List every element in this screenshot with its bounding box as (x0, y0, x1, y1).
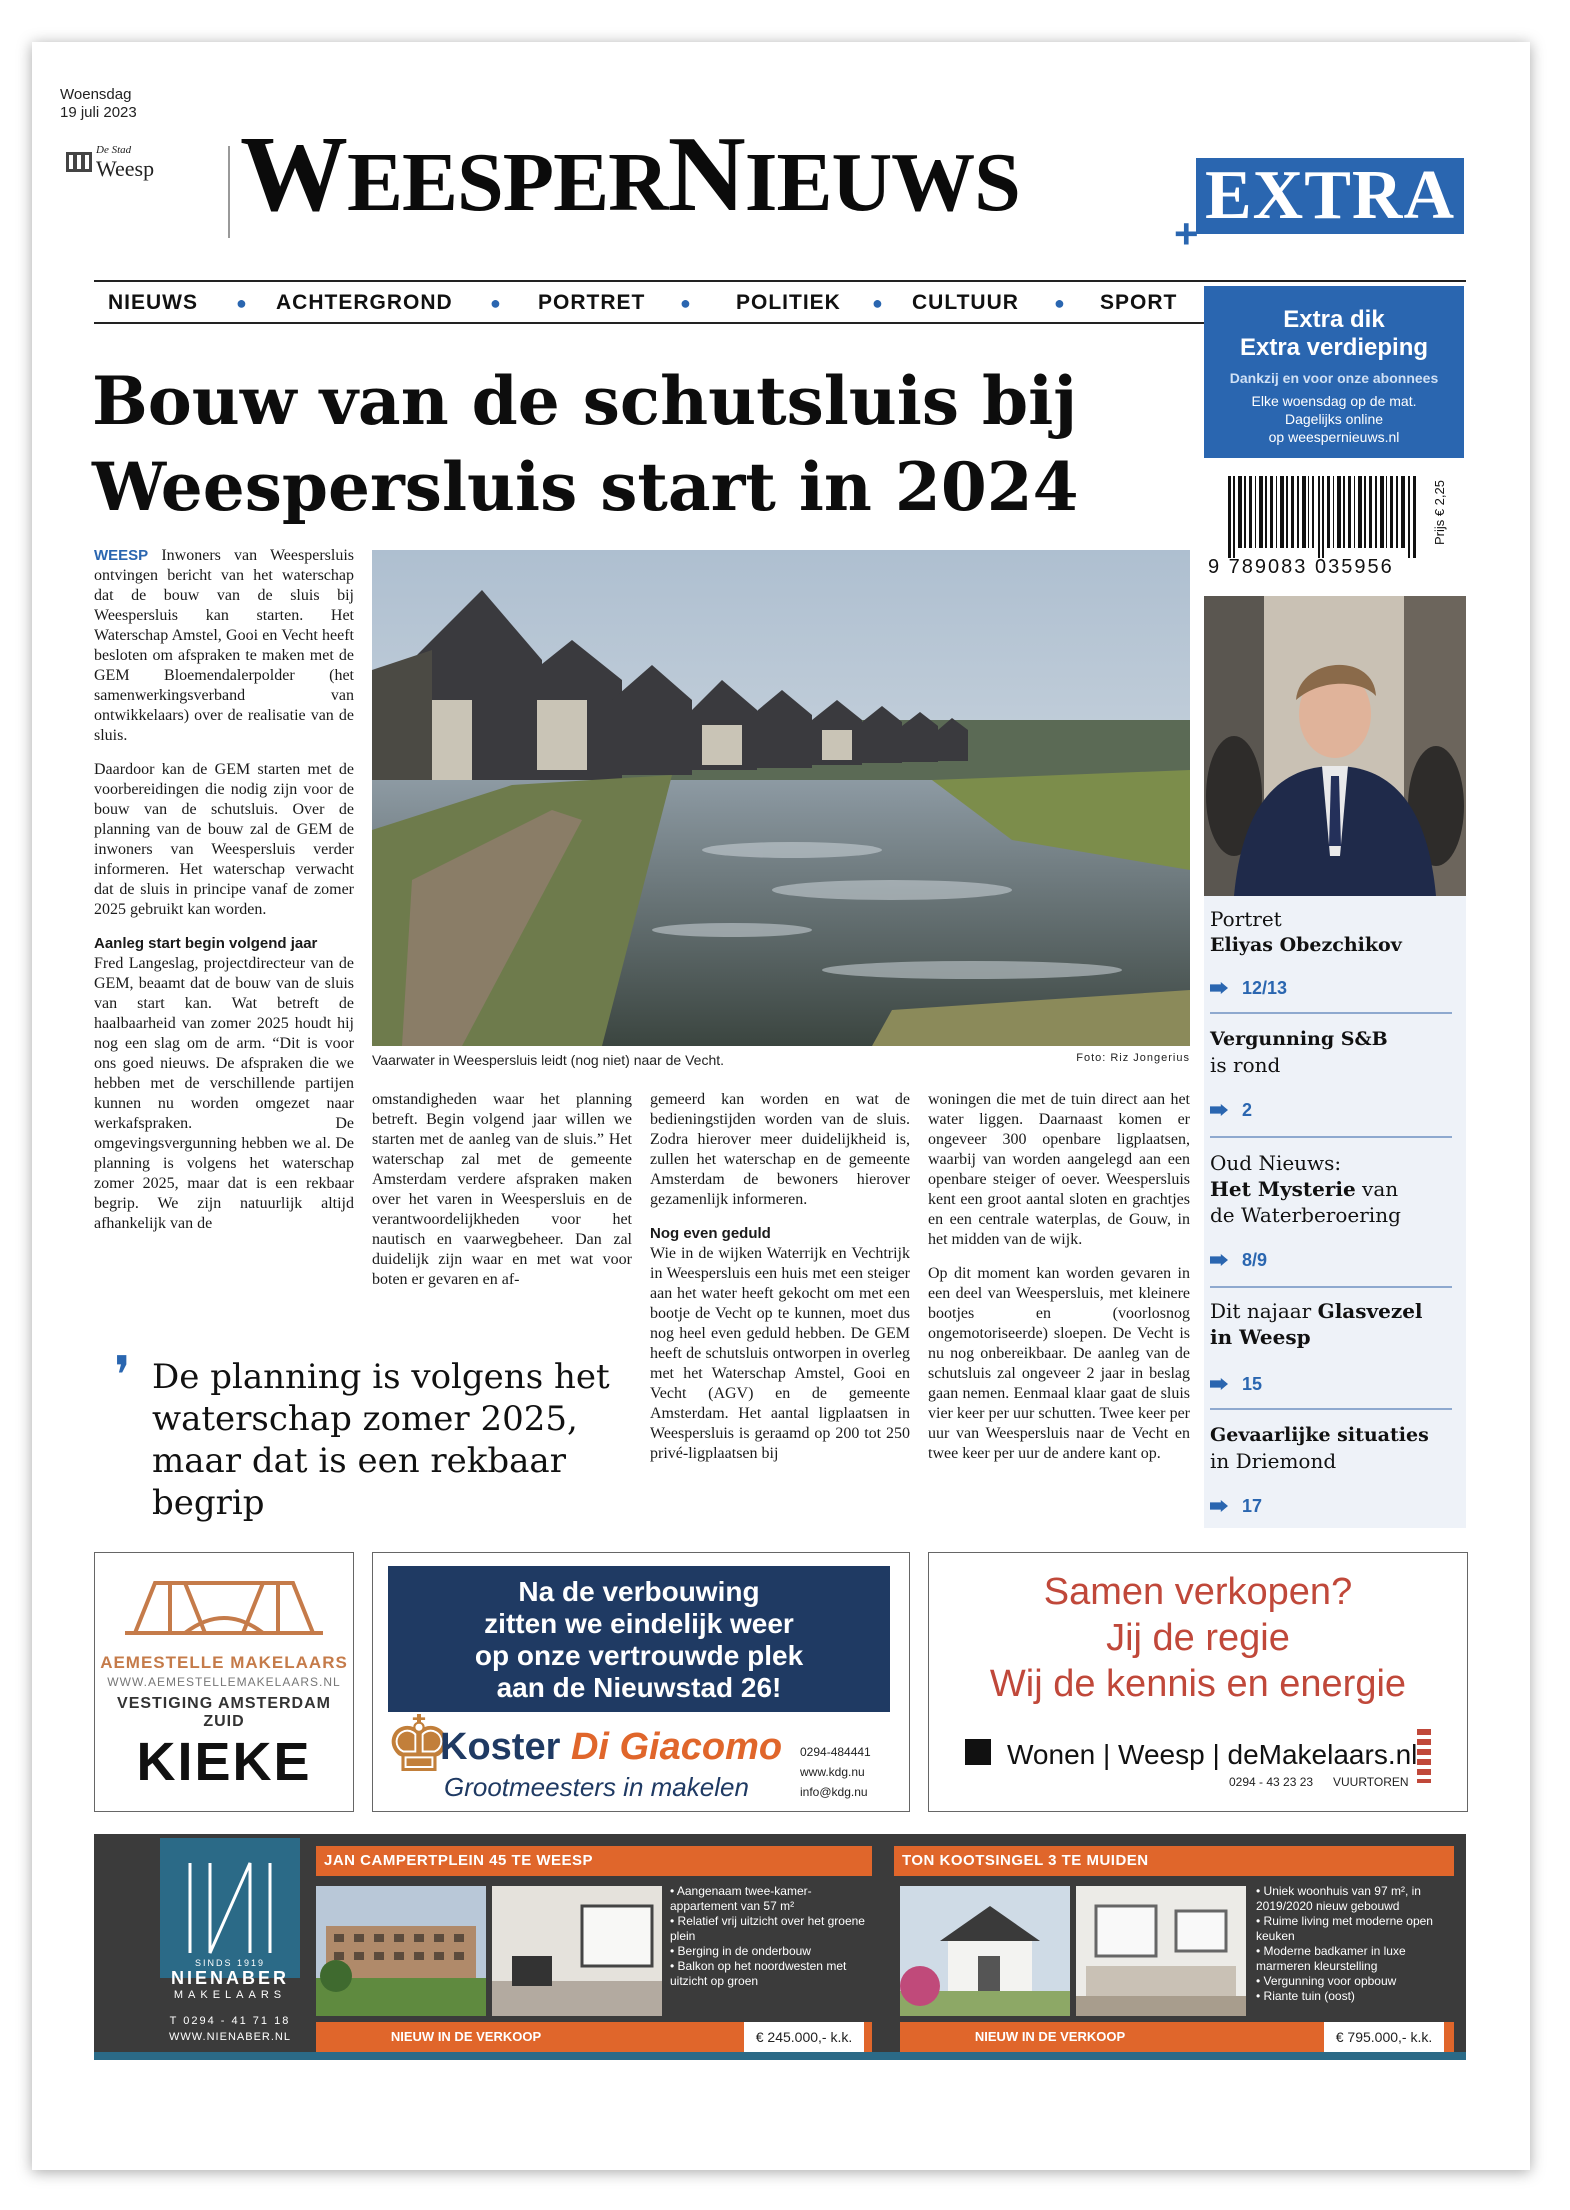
page-arrow-icon (1210, 1254, 1228, 1266)
headline-line-2: Weespersluis start in 2024 (92, 448, 1079, 526)
ad2-brand-2: Di Giacomo (570, 1726, 783, 1768)
sidebar-divider (1210, 1286, 1452, 1288)
nienaber-web: WWW.NIENABER.NL (169, 2031, 291, 2043)
chess-king-icon: ♚ (384, 1700, 454, 1790)
article-column-1 (94, 546, 354, 1248)
ad1-kieke: KIEKE (136, 1732, 312, 1792)
sb4-label: Dit najaar (1210, 1299, 1312, 1323)
top-rule (94, 280, 1466, 282)
sb1-page-num: 12/13 (1242, 978, 1288, 998)
sb2-page[interactable] (1210, 1100, 1252, 1121)
article-kicker: WEESP (94, 547, 149, 564)
photo-caption (372, 1052, 1190, 1068)
sidebar-item-oud-nieuws[interactable] (1210, 1150, 1460, 1228)
issue-date (60, 86, 137, 122)
barcode-icon (1228, 476, 1420, 558)
article-c3b: Wie in de wijken Waterrijk en Vechtrijk in Weespersluis een huis met een steiger aan het water heeft gekocht om met een bootje de Vecht op te kunnen, moet dus nog heel even geduld hebben. De GEM heeft de schutsluis ontworpen in overleg met het Waterschap Amstel, Gooi en Vecht (AGV) en de gemeente Amsterdam. Het aantal ligplaatsen in Weespersluis is geraamd op 200 tot 250 privé-ligplaatsen bij (650, 1245, 910, 1462)
page-arrow-icon (1210, 982, 1228, 994)
promo-line-3: Dankzij en voor onze abonnees (1229, 370, 1439, 386)
ad2-line-3: op onze vertrouwde plek (474, 1640, 804, 1671)
nienaber-text (150, 1958, 310, 2043)
sb5-title: Gevaarlijke situaties (1210, 1424, 1429, 1446)
sb4-sub: in Weesp (1210, 1325, 1311, 1349)
promo-line-6: op weespernieuws.nl (1268, 429, 1400, 445)
sidebar-divider (1210, 1012, 1452, 1014)
ad1-name: AEMESTELLE MAKELAARS (100, 1653, 348, 1672)
ad3-line-1: Samen verkopen? (1043, 1571, 1353, 1613)
listing-1-feature: • Berging in de onderbouw (670, 1944, 811, 1958)
nav-dot-icon: ● (1054, 293, 1066, 313)
title-w: W (240, 115, 347, 234)
listing-2-feature: • Ruime living met moderne open keuken (1256, 1914, 1433, 1943)
listing-2-label: NIEUW IN DE VERKOOP (974, 2029, 1126, 2044)
nienaber-sub: MAKELAARS (173, 1989, 287, 2001)
sb4-page[interactable] (1210, 1374, 1262, 1395)
sb3-sub: de Waterberoering (1210, 1203, 1401, 1227)
listing-2-price: € 795.000,- k.k. (1324, 2022, 1444, 2052)
sidebar-item-vergunning[interactable] (1210, 1026, 1460, 1078)
ad3-phone: 0294 - 43 23 23 (1229, 1775, 1314, 1789)
listing-1-footer (316, 2022, 872, 2052)
sb4-title: Glasvezel (1317, 1299, 1423, 1323)
nienaber-monogram-icon (160, 1838, 300, 1978)
page-arrow-icon (1210, 1500, 1228, 1512)
nav-dot-icon: ● (490, 293, 502, 313)
page-arrow-icon (1210, 1378, 1228, 1390)
nav-nieuws[interactable]: NIEUWS (108, 291, 198, 314)
article-column-2 (372, 1090, 632, 1304)
nav-dot-icon: ● (680, 293, 692, 313)
listing-1-feature: • Aangenaam twee-kamer-appartement van 57 m² (670, 1884, 812, 1913)
masthead-title (240, 115, 1020, 238)
article-c2: omstandigheden waar het planning betreft. Begin volgend jaar willen we starten met de aanleg van de sluis.” Het waterschap zal met de gemeente Amsterdam verdere afspraken maken over het varen in Weespersluis en de verantwoordelijkheden voor het nautisch en vaarwegbeheer. Dan zal duidelijk zijn waar en met wat voor boten er gevaren en af- (372, 1091, 632, 1288)
ad-aemestelle[interactable] (94, 1552, 354, 1812)
lighthouse-icon (1417, 1729, 1431, 1783)
nav-rule (94, 322, 1204, 324)
ad2-phone: 0294-484441 (800, 1745, 871, 1759)
sb3-page-num: 8/9 (1242, 1250, 1268, 1270)
ad2-message (388, 1566, 890, 1712)
banner-bottom-stripe (94, 2052, 1466, 2060)
ad1-branch: VESTIGING AMSTERDAM ZUID (117, 1695, 331, 1730)
issue-full-date: 19 juli 2023 (60, 104, 137, 121)
issue-day: Woensdag (60, 86, 132, 103)
ad-demakelaars[interactable] (928, 1552, 1468, 1812)
sb3-page[interactable] (1210, 1250, 1267, 1271)
listing-2-features (1256, 1884, 1460, 2004)
listing-1-features (670, 1884, 870, 1989)
stad-small: De Stad (96, 144, 132, 156)
subhead-1: Aanleg start begin volgend jaar (94, 935, 318, 952)
portrait-photo (1204, 596, 1466, 896)
sb4-page-num: 15 (1242, 1374, 1263, 1394)
caption-text: Vaarwater in Weespersluis leidt (nog niet) naar de Vecht. (372, 1052, 725, 1068)
listing-2-photo-a (900, 1886, 1070, 2016)
listing-1-feature: • Balkon op het noordwesten met uitzicht op groen (670, 1959, 847, 1988)
issue-price: Prijs € 2,25 (1432, 480, 1447, 546)
ad2-line-2: zitten we eindelijk weer (484, 1608, 794, 1639)
sb1-title: Eliyas Obezchikov (1210, 934, 1402, 956)
listing-1-price: € 245.000,- k.k. (744, 2022, 864, 2052)
sb3-van: van (1362, 1177, 1399, 1201)
city-crest-icon (64, 146, 94, 176)
ad2-brand-1: Koster (440, 1726, 561, 1768)
article-c3a: gemeerd kan worden en wat de bedieningstijden worden van de sluis. Zodra hierover meer duidelijkheid is, zullen het waterschap en de gemeente Amsterdam de bewoners hierover gezamenlijk informeren. (650, 1091, 910, 1208)
listing-2-header (894, 1846, 1454, 1876)
article-c4b: Op dit moment kan worden gevaren in een deel van Weespersluis, met kleinere bootjes en (voorlosnog ongemotoriseerde) sloepen. De Vecht is nu nog onbereikbaar. De aanleg van de schutsluis zal ongeveer 2 jaar in beslag gaan nemen. Eenmaal klaar gaat de sluis vier keer per uur schutten. Twee keer per uur van Weespersluis naar de Vecht en twee keer per uur de andere kant op. (928, 1265, 1190, 1462)
nav-sport[interactable]: SPORT (1100, 291, 1178, 314)
nav-politiek[interactable]: POLITIEK (736, 291, 841, 314)
pull-quote: De planning is volgens het waterschap zomer 2025, maar dat is een rekbaar begrip (152, 1357, 610, 1523)
extra-badge: EXTRA (1196, 158, 1464, 234)
sidebar-item-portret[interactable] (1210, 906, 1460, 958)
title-ieuws: IEUWS (744, 136, 1020, 229)
ad2-contact (800, 1742, 871, 1802)
title-eesper: EESPER (347, 136, 668, 229)
sb3-label: Oud Nieuws: (1210, 1151, 1342, 1175)
subscriber-promo (1204, 286, 1464, 458)
ad3-line-3: Wij de kennis en energie (989, 1663, 1407, 1705)
ad2-brand (440, 1726, 782, 1769)
promo-line-2: Extra verdieping (1239, 334, 1429, 361)
article-column-3 (650, 1090, 910, 1478)
sb2-sub: is rond (1210, 1053, 1281, 1077)
listing-1-title: JAN CAMPERTPLEIN 45 TE WEESP (324, 1852, 594, 1869)
listing-1-photo-b (492, 1886, 662, 2016)
promo-line-4: Elke woensdag op de mat. (1251, 393, 1417, 409)
sb5-page[interactable] (1210, 1496, 1262, 1517)
listing-2-feature: • Moderne badkamer in luxe marmeren kleurstelling (1256, 1944, 1406, 1973)
sb1-label: Portret (1210, 907, 1282, 931)
article-p3: Fred Langeslag, projectdirecteur van de GEM, beaamt dat de bouw van de sluis van start kan. Wat betreft de haalbaarheid van zomer 2025 houdt hij nog een slag om de arm. “Dit is voor ons goed nieuws. De afspraken die we hebben met de verschillende partijen kunnen nu worden omgezet naar werkafspraken. De omgevingsvergunning hebben we al. De planning is volgens het waterschap zomer 2025, maar dat is een rekbaar begrip. We zijn natuurlijk altijd afhankelijk van de (94, 955, 354, 1232)
nav-achtergrond[interactable]: ACHTERGROND (276, 291, 453, 314)
ad2-web: www.kdg.nu (800, 1765, 865, 1779)
sidebar-divider (1210, 1136, 1452, 1138)
page-arrow-icon (1210, 1104, 1228, 1116)
listing-2-photo-b (1076, 1886, 1246, 2016)
promo-line-1: Extra dik (1283, 306, 1385, 333)
masthead-divider (228, 146, 230, 238)
listing-1-header (316, 1846, 872, 1876)
listing-1-photo-a (316, 1886, 486, 2016)
nav-portret[interactable]: PORTRET (538, 291, 646, 314)
nienaber-since: SINDS 1919 (194, 1958, 266, 1968)
nav-dot-icon: ● (236, 293, 248, 313)
listing-2-feature: • Riante tuin (oost) (1256, 1989, 1355, 2003)
barcode-number: 9 789083 035956 (1208, 556, 1394, 578)
sidebar-divider (1210, 1408, 1452, 1410)
sb3-title: Het Mysterie (1210, 1177, 1356, 1201)
ad2-tagline: Grootmeesters in makelen (444, 1772, 749, 1802)
sb5-sub: in Driemond (1210, 1449, 1337, 1473)
ad2-line-1: Na de verbouwing (518, 1576, 760, 1607)
quote-mark-icon: ❜ (114, 1346, 131, 1406)
sidebar-item-glasvezel[interactable] (1210, 1298, 1460, 1350)
nav-cultuur[interactable]: CULTUUR (912, 291, 1019, 314)
sb1-page[interactable] (1210, 978, 1287, 999)
listing-2-feature: • Vergunning voor opbouw (1256, 1974, 1397, 1988)
sidebar-item-driemond[interactable] (1210, 1422, 1460, 1474)
article-column-4 (928, 1090, 1190, 1478)
sb2-page-num: 2 (1242, 1100, 1253, 1120)
sb5-page-num: 17 (1242, 1496, 1263, 1516)
subhead-2: Nog even geduld (650, 1225, 771, 1242)
listing-2-title: TON KOOTSINGEL 3 TE MUIDEN (902, 1852, 1149, 1869)
ad2-line-4: aan de Nieuwstad 26! (496, 1672, 782, 1703)
stad-big: Weesp (96, 156, 155, 181)
nienaber-logo (160, 1838, 300, 1978)
bridge-logo-icon (95, 1563, 353, 1653)
ad3-line-2: Jij de regie (1106, 1617, 1290, 1659)
listing-1-label: NIEUW IN DE VERKOOP (390, 2029, 542, 2044)
ad1-web: WWW.AEMESTELLEMAKELAARS.NL (107, 1675, 341, 1689)
nienaber-name: NIENABER (170, 1968, 289, 1988)
sb2-title: Vergunning S&B (1210, 1028, 1388, 1050)
article-c4a: woningen die met de tuin direct aan het water liggen. Daarnaast komen er ongeveer 300 openbare ligplaatsen, waarbij van worden aangelegd aan een openbare steiger of oever. Weespersluis kent een groot aantal sloten en grachtjes en een centrale waterplas, de Gouw, in het midden van de wijk. (928, 1091, 1190, 1248)
plus-icon: + (1174, 210, 1199, 257)
listing-2-footer (900, 2022, 1454, 2052)
article-p2: Daardoor kan de GEM starten met de voorbereidingen die nodig zijn voor de bouw van de schutsluis. Over de planning van de bouw zal de GEM de inwoners van Weespersluis verder informeren. Het waterschap verwacht dat de sluis in principe vanaf de zomer 2025 gebruikt kan worden. (94, 761, 354, 918)
nav-dot-icon: ● (872, 293, 884, 313)
ad3-sub: VUURTOREN (1333, 1775, 1409, 1789)
article-photo (372, 550, 1190, 1046)
nvm-logo-icon (965, 1739, 991, 1765)
nienaber-phone: T 0294 - 41 71 18 (169, 2015, 291, 2027)
headline-line-1: Bouw van de schutsluis bij (92, 362, 1078, 440)
article-p1: Inwoners van Weespersluis ontvingen bericht van het waterschap dat de bouw van de sluis bij Weespersluis kan starten. Het Waterschap Amstel, Gooi en Vecht heeft besloten om afspraken te maken met de GEM Bloemendalerpolder (het samenwerkingsverband van ontwikkelaars) over de realisatie van de sluis. (94, 547, 355, 744)
title-n: N (667, 115, 745, 234)
listing-1-feature: • Relatief vrij uitzicht over het groene plein (670, 1914, 865, 1943)
ad3-brand: Wonen | Weesp | deMakelaars.nl (1007, 1739, 1418, 1770)
photo-credit: Foto: Riz Jongerius (1076, 1052, 1190, 1064)
ad2-email: info@kdg.nu (800, 1785, 868, 1799)
listing-2-feature: • Uniek woonhuis van 97 m², in 2019/2020 nieuw gebouwd (1256, 1884, 1421, 1913)
promo-line-5: Dagelijks online (1284, 411, 1384, 427)
article-headline (92, 358, 1172, 530)
